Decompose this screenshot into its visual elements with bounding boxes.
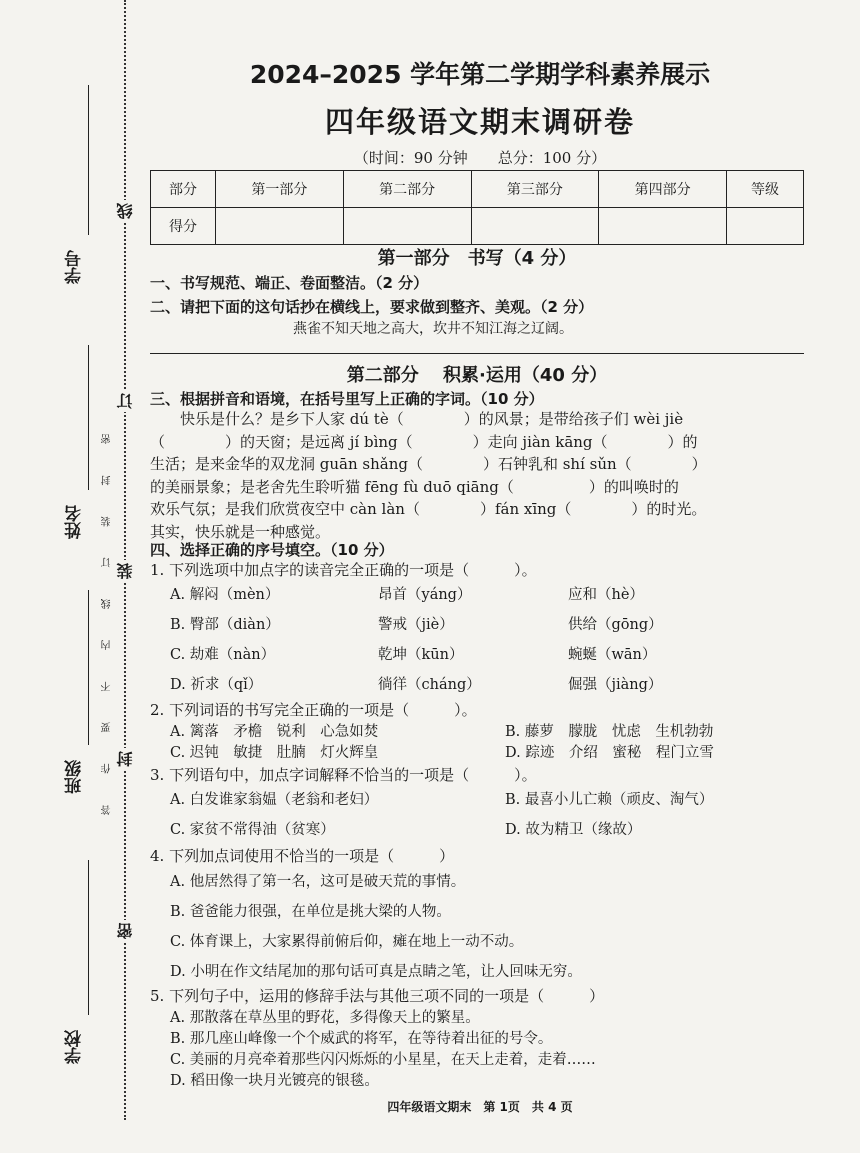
score-table-row-label: 部分 [151, 171, 216, 208]
part1-q2: 二、请把下面的这句话抄在横线上，要求做到整齐、美观。（2 分） [150, 298, 594, 316]
score-table-header-row [151, 171, 804, 208]
q4-1-option: 昂首（yáng） [378, 587, 472, 603]
q4-4-option: C. 体育课上，大家累得前俯后仰，瘫在地上一动不动。 [170, 934, 524, 950]
q4-3-option: B. 最喜小儿亡赖（顽皮、淘气） [505, 792, 714, 808]
score-table-col: 第三部分 [471, 171, 599, 208]
q4-1-option: 蜿蜒（wān） [568, 647, 657, 663]
q4-3-option: D. 故为精卫（缘故） [505, 822, 642, 838]
q4-1-option: 乾坤（kūn） [378, 647, 464, 663]
q4-1-option: 应和（hè） [568, 587, 644, 603]
binding-warning-text: 答 作 要 不 内 线 订 装 封 密 [102, 420, 113, 815]
page-footer: 四年级语文期末 第 1页 共 4 页 [387, 1100, 573, 1114]
q3-line: （ ）的天窗；是远离 jí bìng（ ）走向 jiàn kāng（ ）的 [150, 432, 698, 451]
exam-time-info: （时间：90 分钟 总分：100 分） [353, 149, 607, 167]
q3-passage [150, 408, 810, 543]
score-table-score-row [151, 208, 804, 245]
score-cell[interactable] [343, 208, 471, 245]
score-cell[interactable] [216, 208, 344, 245]
score-table-row-label: 得分 [151, 208, 216, 245]
q4-2-stem: 2. 下列词语的书写完全正确的一项是（ ）。 [150, 701, 477, 719]
q4-1-stem: 1. 下列选项中加点字的读音完全正确的一项是（ ）。 [150, 561, 537, 579]
part1-q1: 一、书写规范、端正、卷面整洁。（2 分） [150, 274, 429, 292]
q4-4-option: D. 小明在作文结尾加的那句话可真是点睛之笔，让人回味无穷。 [170, 964, 582, 980]
q4-heading: 四、选择正确的序号填空。（10 分） [150, 541, 394, 559]
part2-title: 第二部分 积累·运用（40 分） [346, 365, 608, 386]
q4-1-option: 供给（gōng） [568, 617, 663, 633]
q4-5-option: D. 稻田像一块月光镀亮的银毯。 [170, 1073, 379, 1089]
q3-heading: 三、根据拼音和语境，在括号里写上正确的字词。（10 分） [150, 390, 544, 408]
q4-1-option: 倔强（jiàng） [568, 677, 663, 693]
score-table [150, 170, 804, 245]
exam-title-line2: 四年级语文期末调研卷 [324, 105, 635, 139]
part1-title: 第一部分 书写（4 分） [377, 248, 577, 269]
q4-5-stem: 5. 下列句子中，运用的修辞手法与其他三项不同的一项是（ ） [150, 987, 605, 1005]
q3-line: 欢乐气氛；是我们欣赏夜空中 càn làn（ ）fán xīng（ ）的时光。 [150, 500, 707, 518]
seal-word-line: 线 [114, 200, 137, 222]
q4-1-option: B. 臀部（diàn） [170, 617, 280, 633]
seal-word-pack: 装 [114, 560, 137, 582]
score-cell[interactable] [727, 208, 804, 245]
q4-2-option: B. 藤萝 朦胧 忧虑 生机勃勃 [505, 724, 714, 740]
q4-3-stem: 3. 下列语句中，加点字词解释不恰当的一项是（ ）。 [150, 766, 537, 784]
score-table-col: 第四部分 [599, 171, 727, 208]
q4-1-option: A. 解闷（mèn） [170, 587, 280, 603]
q3-line: 的美丽景象；是老舍先生聆听猫 fēng fù duō qiāng（ ）的叫唤时的 [150, 477, 679, 496]
exam-title-line1: 2024–2025 学年第二学期学科素养展示 [249, 60, 711, 89]
q4-5-option: B. 那几座山峰像一个个威武的将军，在等待着出征的号令。 [170, 1031, 553, 1047]
seal-word-secret: 密 [114, 920, 137, 942]
score-table-col: 第一部分 [216, 171, 344, 208]
score-table-col: 第二部分 [343, 171, 471, 208]
score-table-col: 等级 [727, 171, 804, 208]
student-id-blank [88, 85, 89, 235]
q4-1-option: 警戒（jiè） [378, 617, 454, 633]
student-id-label: 学号 [65, 250, 85, 284]
q4-3-option: C. 家贫不常得油（贫寒） [170, 822, 335, 838]
score-cell[interactable] [471, 208, 599, 245]
q4-5-option: C. 美丽的月亮牵着那些闪闪烁烁的小星星，在天上走着，走着…… [170, 1052, 596, 1068]
q4-5-option: A. 那散落在草丛里的野花，多得像天上的繁星。 [170, 1010, 480, 1026]
q3-line: 其实，快乐就是一种感觉。 [150, 522, 331, 541]
class-blank [88, 590, 89, 745]
q4-2-option: A. 篱落 矛檐 锐利 心急如焚 [170, 724, 379, 740]
seal-word-bind: 订 [114, 390, 137, 412]
name-label: 姓名 [65, 505, 85, 539]
school-blank [88, 860, 89, 1015]
q4-3-option: A. 白发谁家翁媪（老翁和老妇） [170, 792, 379, 808]
seal-word-seal: 封 [114, 748, 137, 770]
q4-2-option: D. 踪迹 介绍 蜜秘 程门立雪 [505, 745, 714, 761]
q4-4-option: B. 爸爸能力很强，在单位是挑大梁的人物。 [170, 904, 451, 920]
score-cell[interactable] [599, 208, 727, 245]
q3-line: 生活；是来金华的双龙洞 guān shǎng（ ）石钟乳和 shí sǔn（ ） [150, 455, 707, 473]
class-label: 班级 [65, 760, 85, 794]
q4-4-option: A. 他居然得了第一名，这可是破天荒的事情。 [170, 874, 466, 890]
q4-1-option: D. 祈求（qǐ） [170, 677, 263, 693]
q4-2-option: C. 迟钝 敏捷 肚腩 灯火辉皇 [170, 745, 379, 761]
q3-line: 快乐是什么？是乡下人家 dú tè（ ）的风景；是带给孩子们 wèi jiè [150, 410, 684, 428]
q4-4-stem: 4. 下列加点词使用不恰当的一项是（ ） [150, 847, 455, 865]
school-label: 学校 [65, 1030, 85, 1064]
name-blank [88, 345, 89, 490]
copy-writing-line[interactable] [150, 353, 804, 354]
copy-sentence: 燕雀不知天地之高大，坎井不知江海之辽阔。 [293, 321, 573, 337]
q4-1-option: 徜徉（cháng） [378, 677, 481, 693]
q4-1-option: C. 劫难（nàn） [170, 647, 276, 663]
